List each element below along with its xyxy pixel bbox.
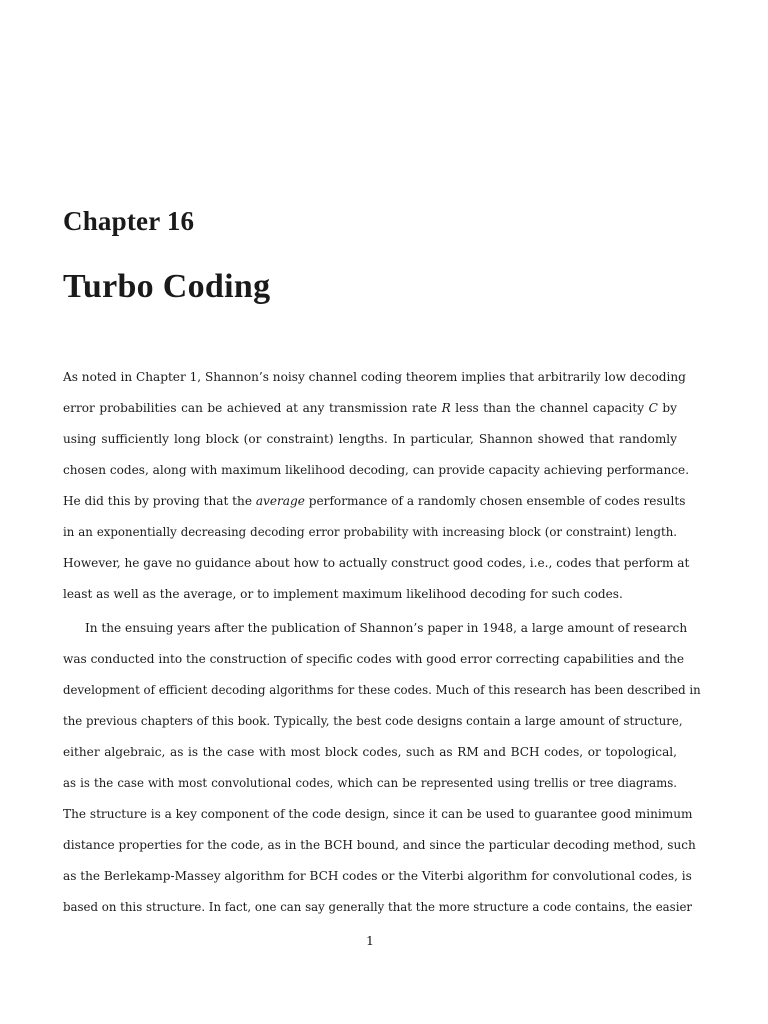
text-line: The structure is a key component of the code design, since it can be used to guarantee good minimum: [63, 807, 693, 821]
chapter-title: Turbo Coding: [63, 268, 271, 305]
text-line: least as well as the average, or to implement maximum likelihood decoding for such codes.: [63, 587, 623, 601]
text-line: using sufficiently long block (or constraint) lengths. In particular, Shannon showed that randomly: [63, 432, 677, 446]
text-line: In the ensuing years after the publication of Shannon’s paper in 1948, a large amount of research: [85, 621, 688, 635]
body-text: [63, 362, 701, 923]
emphasis-average: average: [255, 494, 305, 508]
chapter-label: Chapter 16: [63, 206, 195, 236]
paragraph-1: [63, 362, 690, 610]
page-number: 1: [366, 933, 374, 948]
text-line: As noted in Chapter 1, Shannon’s noisy channel coding theorem implies that arbitrarily low decoding: [63, 370, 686, 384]
text-line: development of efficient decoding algorithms for these codes. Much of this research has been described in: [63, 683, 701, 697]
rate-symbol: R: [441, 401, 451, 415]
text-line: was conducted into the construction of specific codes with good error correcting capabilities and the: [63, 652, 685, 666]
text-line: distance properties for the code, as in the BCH bound, and since the particular decoding method, such: [63, 838, 696, 852]
text-line: the previous chapters of this book. Typically, the best code designs contain a large amount of structure,: [63, 714, 683, 728]
text-line: either algebraic, as is the case with most block codes, such as RM and BCH codes, or topological,: [63, 745, 677, 759]
text-line: chosen codes, along with maximum likelihood decoding, can provide capacity achieving performance.: [63, 463, 690, 477]
text-line: as is the case with most convolutional codes, which can be represented using trellis or tree diagrams.: [63, 776, 677, 790]
text-line: as the Berlekamp-Massey algorithm for BCH codes or the Viterbi algorithm for convolutional codes, is: [63, 869, 692, 883]
paragraph-2: [63, 613, 701, 923]
text-line: error probabilities can be achieved at any transmission rate R less than the channel capacity C by: [63, 401, 678, 415]
text-line: However, he gave no guidance about how to actually construct good codes, i.e., codes that perform at: [63, 556, 690, 570]
text-line: based on this structure. In fact, one can say generally that the more structure a code contains, the easier: [63, 900, 693, 914]
text-line: in an exponentially decreasing decoding error probability with increasing block (or constraint) length.: [63, 525, 677, 539]
text-line: He did this by proving that the average performance of a randomly chosen ensemble of codes results: [63, 494, 686, 508]
capacity-symbol: C: [648, 401, 658, 415]
